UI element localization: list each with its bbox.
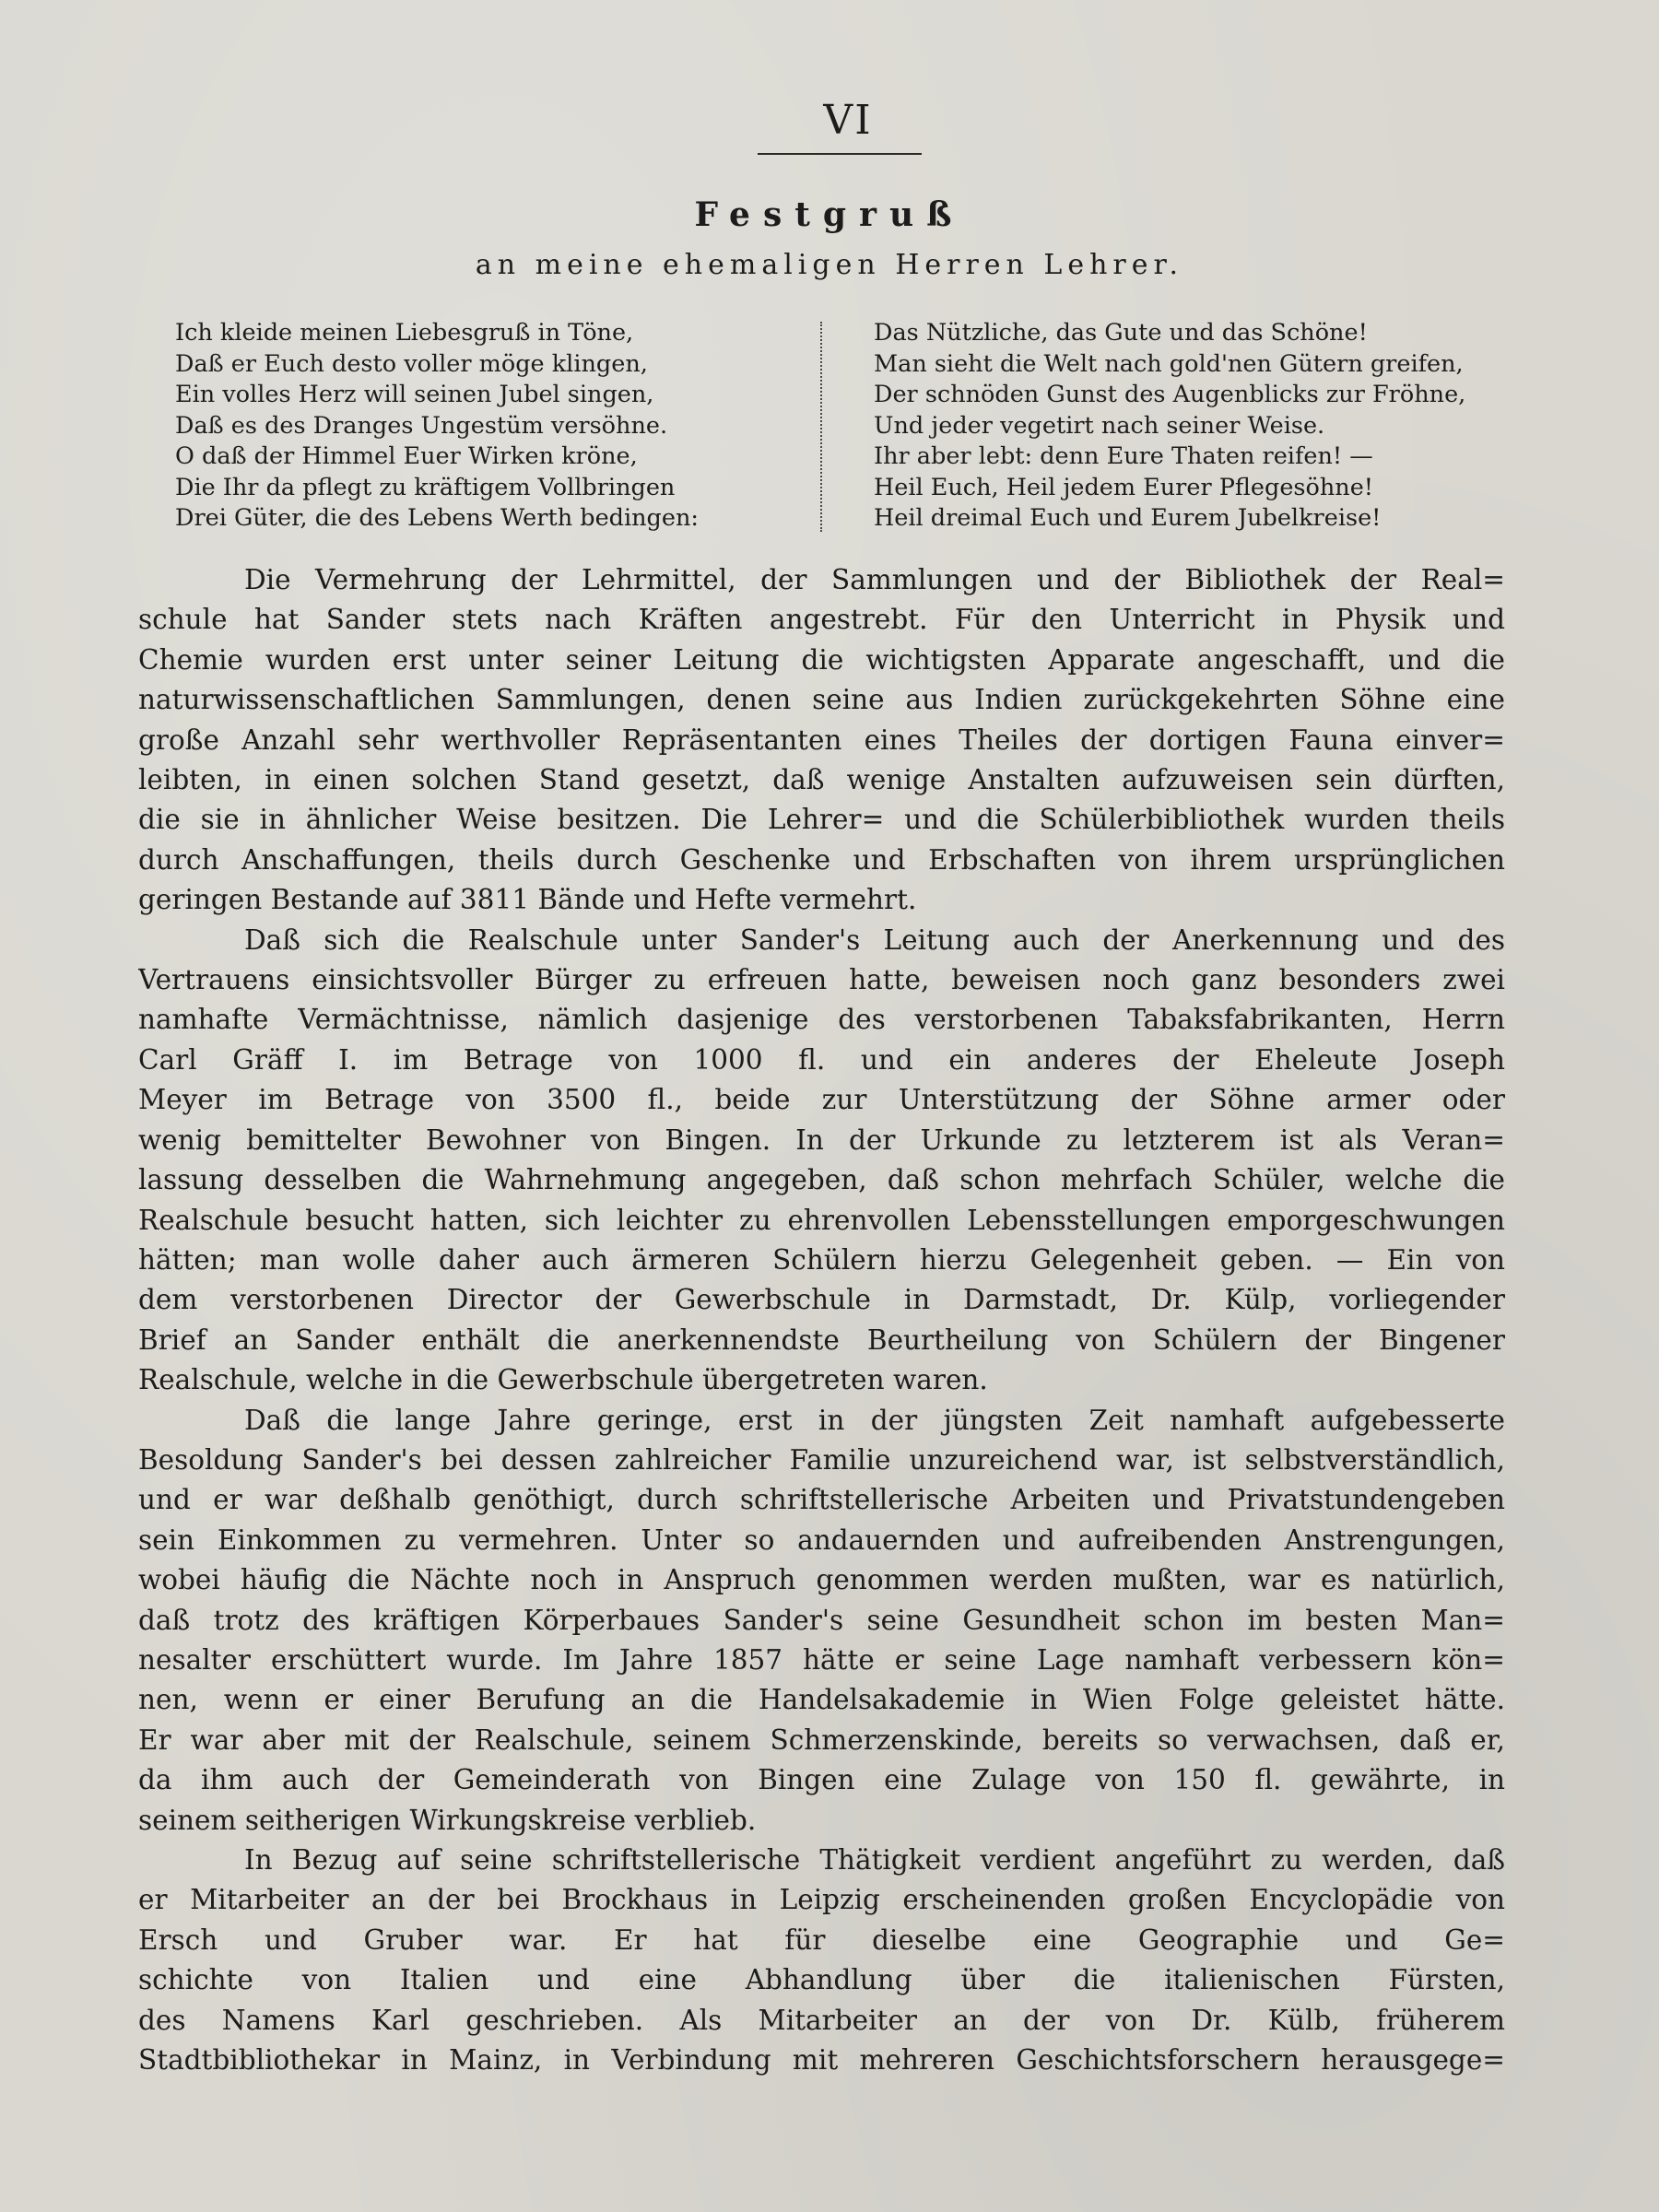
text-line: Er war aber mit der Realschule, seinem Schmerzenskinde, bereits so verwachsen, daß er, <box>138 1724 1505 1756</box>
body-text <box>138 560 1505 2080</box>
text-line: Daß die lange Jahre geringe, erst in der jüngsten Zeit namhaft aufgebesserte <box>244 1404 1505 1436</box>
poem-line: Das Nützliche, das Gute und das Schöne! <box>874 319 1368 347</box>
text-line: da ihm auch der Gemeinderath von Bingen eine Zulage von 150 fl. gewährte, in <box>138 1764 1505 1796</box>
paragraph-4 <box>138 1841 1505 2080</box>
poem-line: Daß er Euch desto voller möge klingen, <box>175 349 648 378</box>
poem-column-left <box>175 318 802 535</box>
text-line: geringen Bestande auf 3811 Bände und Hefte vermehrt. <box>138 884 917 916</box>
text-line: leibten, in einen solchen Stand gesetzt, daß wenige Anstalten aufzuweisen sein dürften, <box>138 764 1505 796</box>
text-line: naturwissenschaftlichen Sammlungen, denen seine aus Indien zurückgekehrten Söhne eine <box>138 684 1505 716</box>
poem-line: Heil Euch, Heil jedem Eurer Pflegesöhne! <box>874 473 1374 501</box>
text-line: des Namens Karl geschrieben. Als Mitarbeiter an der von Dr. Külb, früherem <box>138 2004 1505 2036</box>
poem-line: Daß es des Dranges Ungestüm versöhne. <box>175 411 668 440</box>
text-line: Chemie wurden erst unter seiner Leitung die wichtigsten Apparate angeschafft, und die <box>138 643 1505 676</box>
text-line: nesalter erschüttert wurde. Im Jahre 1857 hätte er seine Lage namhaft verbessern kön= <box>138 1643 1505 1676</box>
text-line: lassung desselben die Wahrnehmung angegeben, daß schon mehrfach Schüler, welche die <box>138 1164 1505 1196</box>
page-number-rule <box>758 153 922 155</box>
text-line: wobei häufig die Nächte noch in Anspruch genommen werden mußten, war es natürlich, <box>138 1564 1505 1596</box>
poem-subtitle: an meine ehemaligen Herren Lehrer. <box>475 249 1184 281</box>
text-line: durch Anschaffungen, theils durch Geschenke und Erbschaften von ihrem ursprünglichen <box>138 843 1505 876</box>
text-line: Brief an Sander enthält die anerkennendste Beurtheilung von Schülern der Bingener <box>138 1324 1505 1356</box>
text-line: wenig bemittelter Bewohner von Bingen. In der Urkunde zu letzterem ist als Veran= <box>138 1124 1505 1156</box>
text-line: sein Einkommen zu vermehren. Unter so andauernden und aufreibenden Anstrengungen, <box>138 1524 1505 1556</box>
text-line: Stadtbibliothekar in Mainz, in Verbindung mit mehreren Geschichtsforschern herausgege= <box>138 2044 1505 2077</box>
poem-line: Heil dreimal Euch und Eurem Jubelkreise! <box>874 504 1382 532</box>
text-line: Vertrauens einsichtsvoller Bürger zu erfreuen hatte, beweisen noch ganz besonders zwei <box>138 964 1505 996</box>
text-line: Realschule besucht hatten, sich leichter zu ehrenvollen Lebensstellungen emporgeschwungen <box>138 1204 1505 1236</box>
poem-line: Und jeder vegetirt nach seiner Weise. <box>874 411 1325 440</box>
poem-line: Ein volles Herz will seinen Jubel singen, <box>175 381 654 408</box>
text-line: Daß sich die Realschule unter Sander's Leitung auch der Anerkennung und des <box>244 924 1505 956</box>
text-line: hätten; man wolle daher auch ärmeren Schülern hierzu Gelegenheit geben. — Ein von <box>138 1243 1505 1276</box>
text-line: Carl Gräff I. im Betrage von 1000 fl. und ein anderes der Eheleute Joseph <box>138 1043 1505 1076</box>
text-line: schule hat Sander stets nach Kräften angestrebt. Für den Unterricht in Physik und <box>138 604 1505 636</box>
text-line: In Bezug auf seine schriftstellerische Thätigkeit verdient angeführt zu werden, daß <box>244 1844 1505 1876</box>
text-line: namhafte Vermächtnisse, nämlich dasjenige des verstorbenen Tabaksfabrikanten, Herrn <box>138 1004 1505 1036</box>
poem-line: Drei Güter, die des Lebens Werth bedingen: <box>175 504 699 532</box>
poem-line: Man sieht die Welt nach gold'nen Gütern greifen, <box>874 349 1464 378</box>
text-line: und er war deßhalb genöthigt, durch schriftstellerische Arbeiten und Privatstundengeben <box>138 1484 1505 1516</box>
poem-line: Ihr aber lebt: denn Eure Thaten reifen! — <box>874 442 1373 470</box>
text-line: Die Vermehrung der Lehrmittel, der Sammlungen und der Bibliothek der Real= <box>244 564 1505 595</box>
text-line: Realschule, welche in die Gewerbschule übergetreten waren. <box>138 1364 988 1396</box>
text-line: schichte von Italien und eine Abhandlung über die italienischen Fürsten, <box>138 1964 1505 1996</box>
page-number: VI <box>823 97 873 144</box>
text-line: Ersch und Gruber war. Er hat für dieselbe eine Geographie und Ge= <box>138 1924 1505 1956</box>
poem-column-right <box>874 318 1500 535</box>
poem-line: O daß der Himmel Euer Wirken kröne, <box>175 442 638 470</box>
text-line: er Mitarbeiter an der bei Brockhaus in Leipzig erscheinenden großen Encyclopädie von <box>138 1884 1505 1916</box>
text-line: Meyer im Betrage von 3500 fl., beide zur Unterstützung der Söhne armer oder <box>138 1084 1505 1116</box>
poem-line: Der schnöden Gunst des Augenblicks zur Fröhne, <box>874 381 1466 408</box>
paragraph-2 <box>138 921 1505 1401</box>
paragraph-3 <box>138 1401 1505 1841</box>
text-line: nen, wenn er einer Berufung an die Handelsakademie in Wien Folge geleistet hätte. <box>138 1684 1505 1716</box>
text-line: die sie in ähnlicher Weise besitzen. Die Lehrer= und die Schülerbibliothek wurden theils <box>138 804 1505 836</box>
poem-line: Ich kleide meinen Liebesgruß in Töne, <box>175 319 634 347</box>
text-line: dem verstorbenen Director der Gewerbschule in Darmstadt, Dr. Külp, vorliegender <box>138 1284 1505 1316</box>
text-line: seinem seitherigen Wirkungskreise verblieb. <box>138 1804 757 1836</box>
text-line: große Anzahl sehr werthvoller Repräsentanten eines Theiles der dortigen Fauna einver= <box>138 724 1505 756</box>
poem-title: Festgruß <box>694 195 965 234</box>
poem-line: Die Ihr da pflegt zu kräftigem Vollbringen <box>175 473 676 501</box>
text-line: Besoldung Sander's bei dessen zahlreicher Familie unzureichend war, ist selbstverständlich, <box>138 1443 1505 1476</box>
text-line: daß trotz des kräftigen Körperbaues Sander's seine Gesundheit schon im besten Man= <box>138 1604 1505 1636</box>
paragraph-1 <box>138 560 1505 921</box>
poem-column-divider <box>820 322 822 532</box>
